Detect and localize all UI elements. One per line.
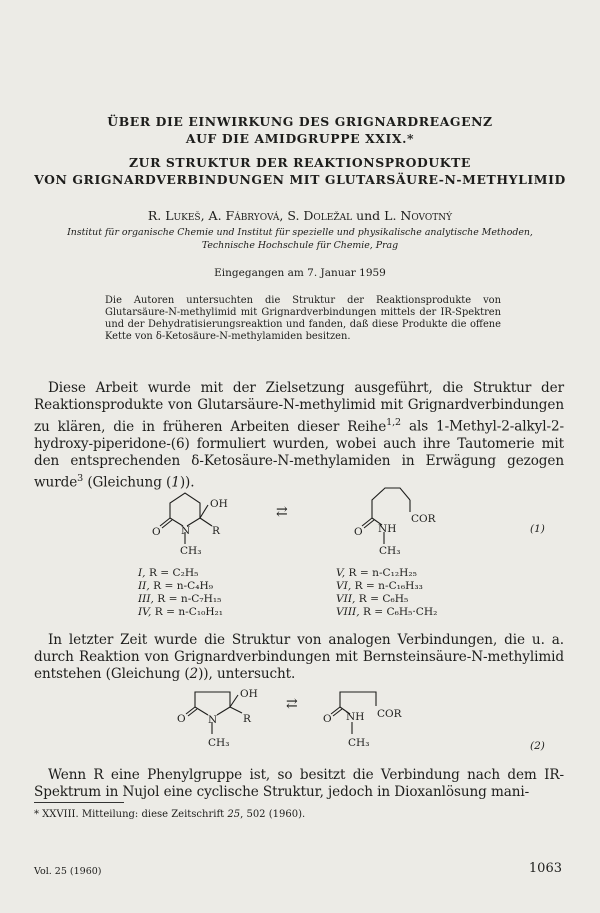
eq1-o-left: O xyxy=(152,526,161,538)
eq2-o-left: O xyxy=(177,713,186,725)
title-line-2: AUF DIE AMIDGRUPPE XXIX.* xyxy=(185,131,415,146)
title-line-1: ÜBER DIE EINWIRKUNG DES GRIGNARDREAGENZ xyxy=(107,114,493,129)
eq2-label: (2) xyxy=(530,740,545,752)
compound-item: IV, R = n-C₁₀H₂₁ xyxy=(138,606,224,618)
eq2-oh: OH xyxy=(240,688,258,700)
compound-item: V, R = n-C₁₂H₂₅ xyxy=(336,567,417,579)
eq1-n-left: N xyxy=(181,525,191,537)
eq2-cor-right: COR xyxy=(377,708,402,720)
author-4: L. Novotný xyxy=(384,208,453,223)
eq1-ch3-left: CH₃ xyxy=(180,545,202,557)
compound-item: II, R = n-C₄H₉ xyxy=(138,580,213,592)
equation-1-diagram xyxy=(0,478,600,568)
title-line-3: ZUR STRUKTUR DER REAKTIONSPRODUKTE xyxy=(129,155,471,170)
eq2-r-left: R xyxy=(243,713,251,725)
eq1-nh-right: NH xyxy=(378,523,397,535)
eq2-n-left: N xyxy=(208,714,218,726)
equation-2-diagram xyxy=(0,672,600,762)
paragraph-3: Wenn R eine Phenylgruppe ist, so besitzt die Verbindung nach dem IR-Spektrum in Nujol eine cyclische Struktur, jedoch in Dioxanlösung mani- xyxy=(34,767,564,800)
author-list xyxy=(0,208,600,223)
received-date: Eingegangen am 7. Januar 1959 xyxy=(214,267,386,279)
eq2-nh-right: NH xyxy=(346,711,365,723)
eq1-r-left: R xyxy=(212,525,220,537)
compound-item: III, R = n-C₇H₁₅ xyxy=(138,593,222,605)
eq2-ch3-left: CH₃ xyxy=(208,737,230,749)
journal-volume: Vol. 25 (1960) xyxy=(34,866,102,877)
institute-line-2: Technische Hochschule für Chemie, Prag xyxy=(201,239,399,251)
eq1-o-right: O xyxy=(354,526,363,538)
eq1-cor-right: COR xyxy=(411,513,436,525)
author-2: A. Fábryová, xyxy=(208,208,284,223)
compound-list-right xyxy=(336,567,437,619)
author-1: R. Lukeš, xyxy=(147,208,205,223)
footnote: * XXVIII. Mitteilung: diese Zeitschrift 25, 502 (1960). xyxy=(34,809,306,820)
compound-item: VIII, R = C₆H₅·CH₂ xyxy=(336,606,438,618)
compound-item: VI, R = n-C₁₆H₃₃ xyxy=(336,580,423,592)
paragraph-2: In letzter Zeit wurde die Struktur von analogen Verbindungen, die u. a. durch Reaktion von Grignardverbindungen mit Bernsteinsäure-N-methylimid entstehen (Gleichung (2)), untersucht. xyxy=(34,632,564,682)
footnote-rule xyxy=(34,802,124,803)
institute-line-1: Institut für organische Chemie und Institut für spezielle und physikalische analytische Methoden, xyxy=(67,227,533,238)
abstract: Die Autoren untersuchten die Struktur der Reaktionsprodukte von Glutarsäure-N-methylimid mit Grignardverbindungen mittels der IR-Spektren und der Dehydratisierungsreaktion und fanden, daß diese Produkte die offene Kette von δ-Ketosäure-N-methylamiden besitzen. xyxy=(105,295,501,342)
compound-item: VII, R = C₆H₅ xyxy=(336,593,409,605)
author-3: S. Doležal xyxy=(287,208,353,223)
compound-item: I, R = C₂H₅ xyxy=(138,567,199,579)
page-number: 1063 xyxy=(528,861,562,876)
eq2-o-right: O xyxy=(323,713,332,725)
title-line-4: VON GRIGNARDVERBINDUNGEN MIT GLUTARSÄURE-N-METHYLIMID xyxy=(34,172,566,187)
eq1-equilibrium-arrows: ⇄ xyxy=(276,504,288,520)
eq1-ch3-right: CH₃ xyxy=(379,545,401,557)
eq1-oh: OH xyxy=(210,498,228,510)
compound-list-left xyxy=(138,567,223,619)
eq2-ch3-right: CH₃ xyxy=(348,737,370,749)
eq1-label: (1) xyxy=(530,523,545,535)
paragraph-1: Diese Arbeit wurde mit der Zielsetzung ausgeführt, die Struktur der Reaktionsprodukte von Glutarsäure-N-methylimid mit Grignardverbindungen zu klären, die in früheren Arbeiten dieser Reihe$^{1,2}$ als 1-Methyl-2-alkyl-2-hydroxy-piperidone-(6) formuliert wurden, wobei auch ihre Tautomerie mit den entsprechenden δ-Ketosäure-N-methylamiden in Erwägung gezogen wurde$^3$ (Gleichung (1)). xyxy=(34,380,564,491)
author-conjunction: und xyxy=(356,208,381,223)
eq2-equilibrium-arrows: ⇄ xyxy=(286,696,298,712)
institute xyxy=(20,227,580,252)
